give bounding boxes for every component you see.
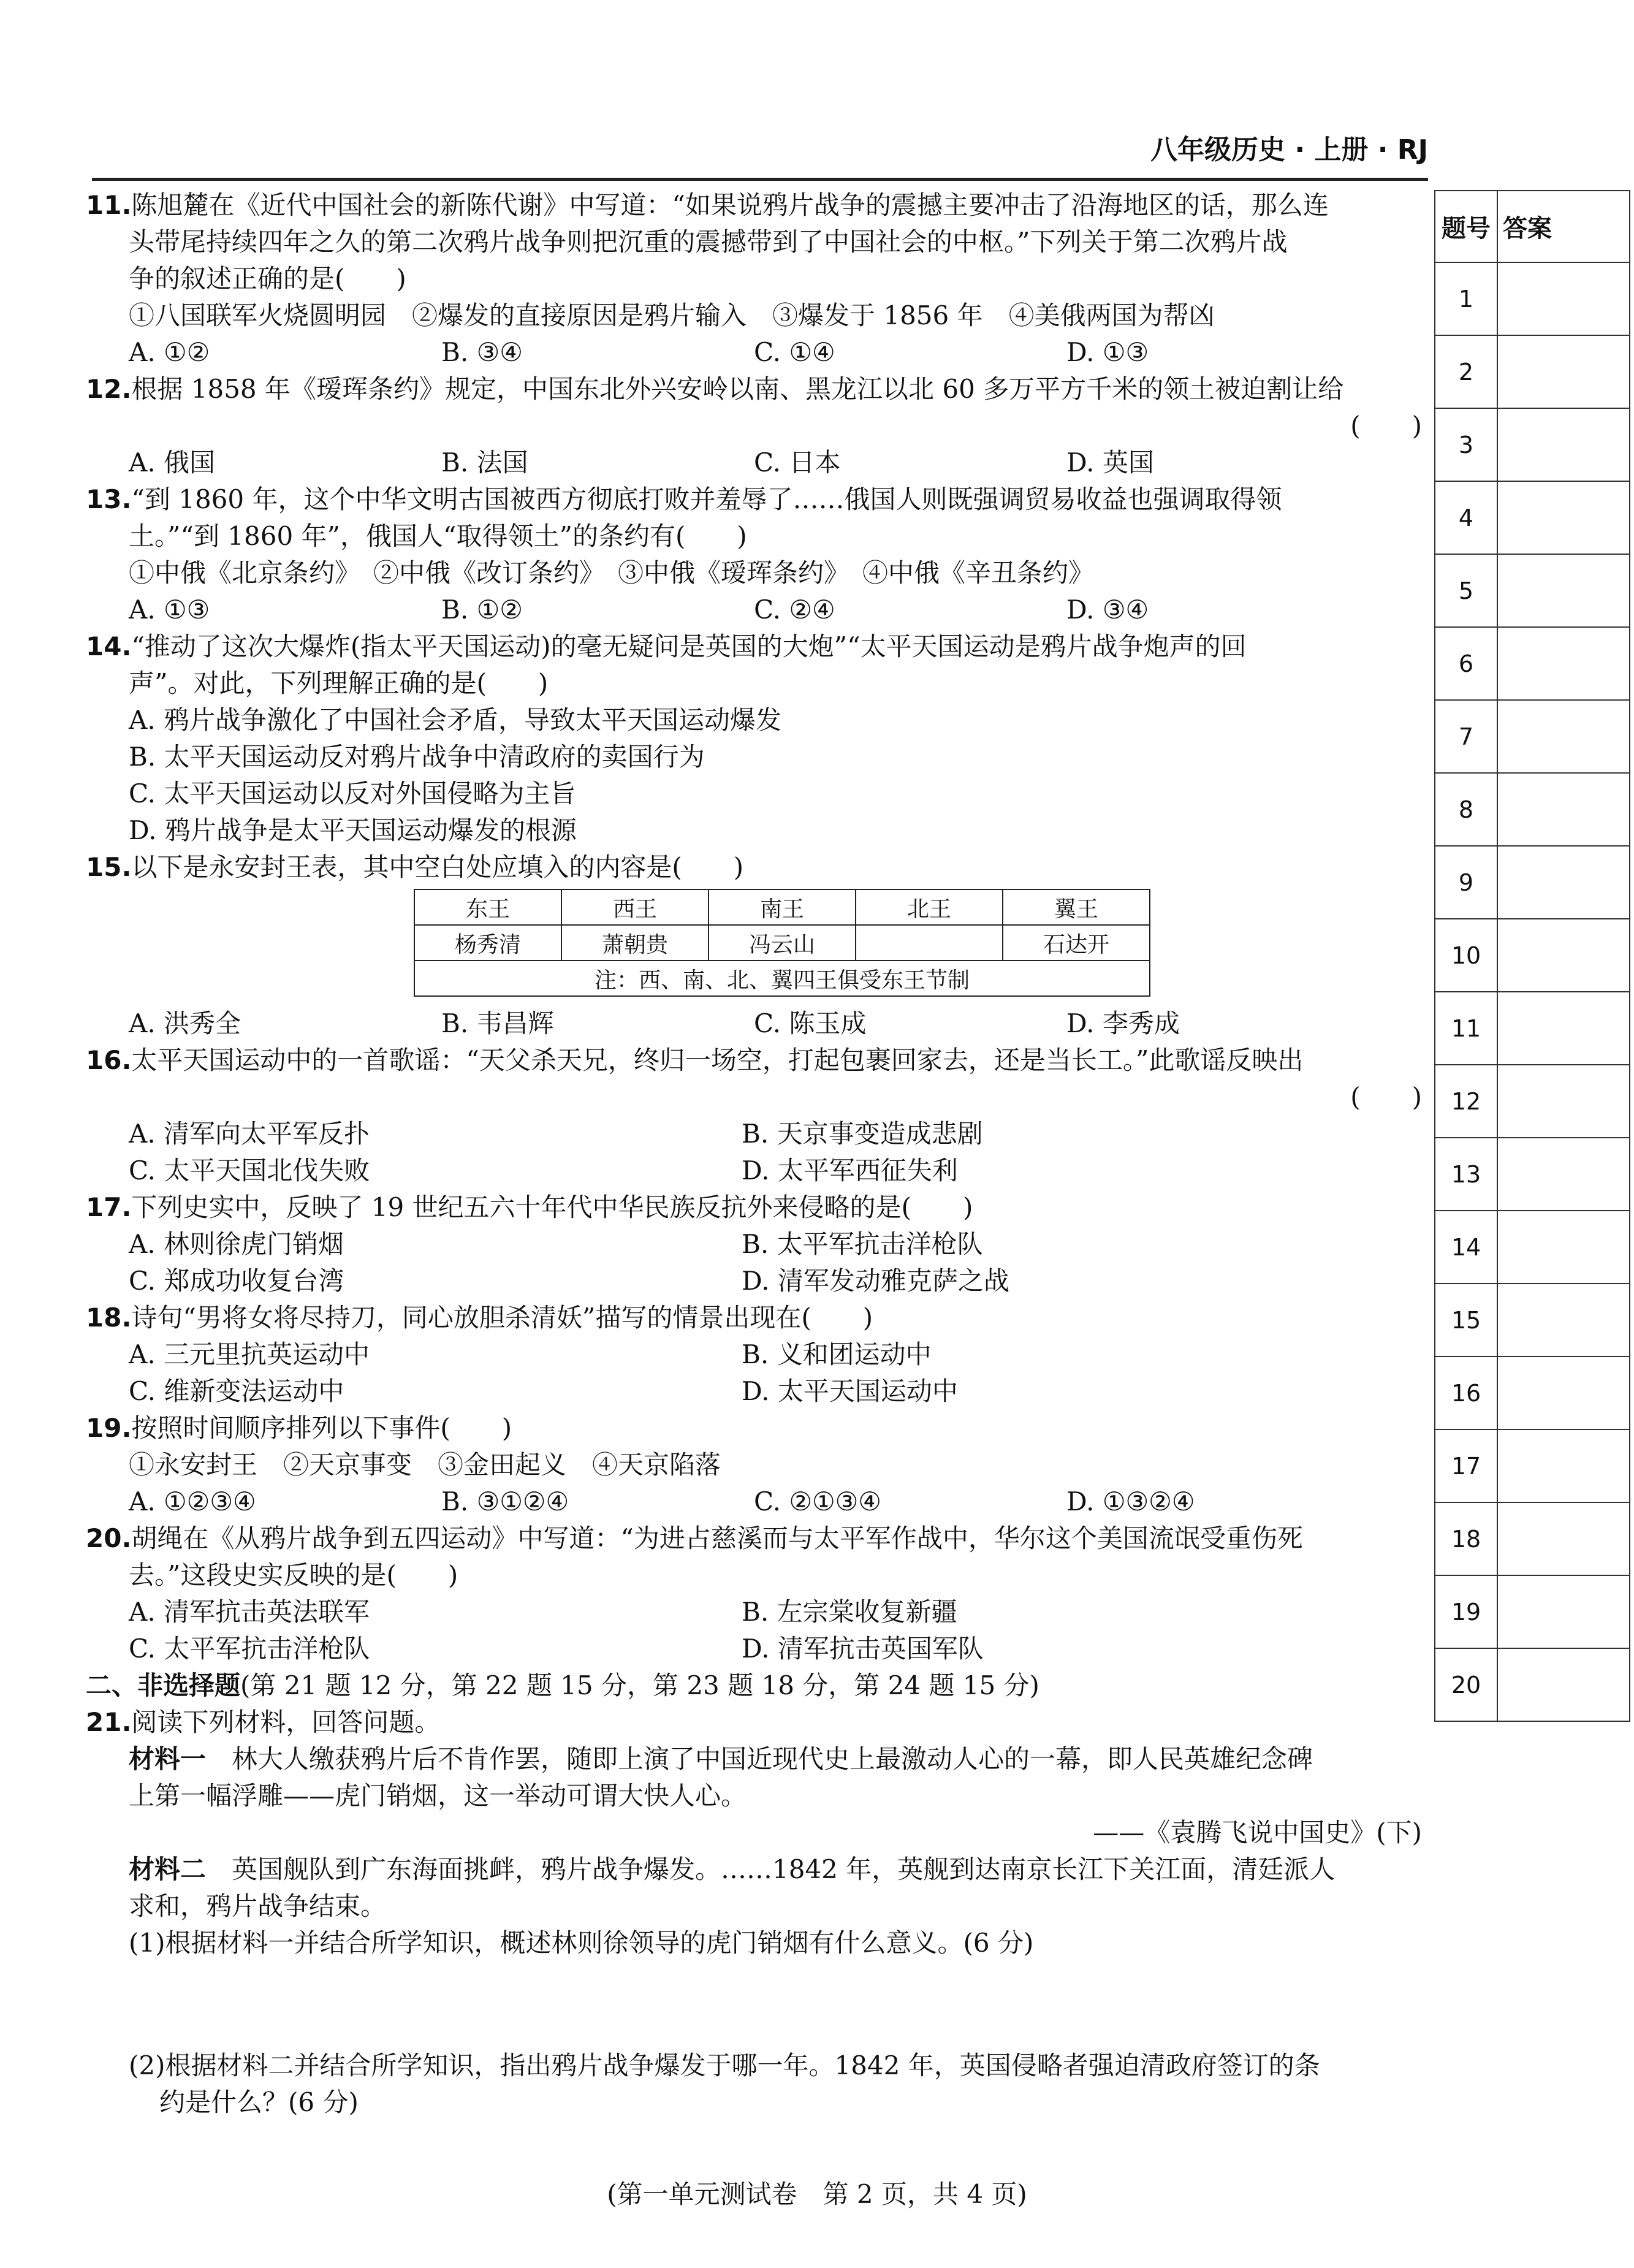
table-row [414, 925, 1150, 961]
answer-row [1435, 262, 1630, 335]
q16-options-row-2 [86, 1152, 1422, 1189]
answer-cell[interactable] [1497, 627, 1630, 700]
answer-row [1435, 335, 1630, 408]
table-cell: 冯云山 [709, 925, 856, 961]
answer-table-header [1435, 191, 1630, 262]
table-cell: 翼王 [1003, 889, 1150, 925]
q18-number: 18. [86, 1303, 132, 1333]
answer-row [1435, 1211, 1630, 1284]
table-cell: 杨秀清 [414, 925, 561, 961]
q21-sub-2-line-1: (2)根据材料二并结合所学知识，指出鸦片战争爆发于哪一年。1842 年，英国侵略者强迫清政府签订的条 [129, 2050, 1320, 2080]
section-2-title: 二、非选择题 [86, 1670, 241, 1700]
q16-text: 太平天国运动中的一首歌谣：“天父杀天兄，终归一场空，打起包裹回家去，还是当长工。”此歌谣反映出 [131, 1045, 1304, 1075]
answer-cell[interactable] [1497, 1648, 1630, 1721]
q19-option-a: A. ①②③④ [129, 1486, 256, 1516]
q18-line-1 [86, 1300, 1422, 1336]
q14-line-1 [86, 628, 1422, 665]
answer-row [1435, 554, 1630, 627]
answer-cell[interactable] [1497, 846, 1630, 919]
q18-text: 诗句“男将女将尽持刀，同心放胆杀清妖”描写的情景出现在( ) [131, 1303, 873, 1333]
answer-row-number: 3 [1435, 408, 1497, 481]
header-rule [92, 178, 1428, 181]
q16-line-1 [86, 1042, 1422, 1079]
answer-row [1435, 408, 1630, 481]
answer-row-number: 4 [1435, 481, 1497, 554]
answer-row-number: 12 [1435, 1065, 1497, 1138]
q21-line-1 [86, 1704, 1422, 1741]
q11-line-2: 头带尾持续四年之久的第二次鸦片战争则把沉重的震撼带到了中国社会的中枢。”下列关于第二次鸦片战 [129, 227, 1288, 257]
q13-text-1: “到 1860 年，这个中华文明古国被西方彻底打败并羞辱了……俄国人则既强调贸易收益也强调取得领 [131, 484, 1282, 514]
q19-items: ①永安封王 ②天京事变 ③金田起义 ④天京陷落 [129, 1450, 721, 1480]
table-cell: 石达开 [1003, 925, 1150, 961]
q15-option-d: D. 李秀成 [1066, 1008, 1180, 1038]
q18-option-b: B. 义和团运动中 [742, 1339, 932, 1369]
q14-number: 14. [86, 631, 132, 661]
q15-line-1 [86, 849, 1422, 886]
answer-table [1434, 190, 1630, 1722]
q13-line-1 [86, 481, 1422, 518]
q21-sub-1: (1)根据材料一并结合所学知识，概述林则徐领导的虎门销烟有什么意义。(6 分) [129, 1928, 1034, 1958]
material-1-line-2: 上第一幅浮雕——虎门销烟，这一举动可谓大快人心。 [129, 1781, 747, 1811]
table-note: 注：西、南、北、翼四王俱受东王节制 [414, 961, 1150, 996]
table-cell: 萧朝贵 [561, 925, 709, 961]
q13-number: 13. [86, 484, 132, 514]
answer-cell[interactable] [1497, 408, 1630, 481]
q20-option-d: D. 清军抗击英国军队 [742, 1634, 984, 1664]
answer-row-number: 20 [1435, 1648, 1497, 1721]
q16-paren: ( ) [1350, 1082, 1422, 1112]
q21-sub-2-line-2: 约是什么？(6 分) [159, 2087, 359, 2117]
q19-option-b: B. ③①②④ [441, 1486, 569, 1516]
q17-option-a: A. 林则徐虎门销烟 [129, 1229, 344, 1259]
q20-text-1: 胡绳在《从鸦片战争到五四运动》中写道：“为进占慈溪而与太平军作战中，华尔这个美国流氓受重伤死 [131, 1523, 1303, 1553]
q20-line-1 [86, 1520, 1422, 1557]
answer-cell[interactable] [1497, 262, 1630, 335]
q11-line-1 [86, 187, 1422, 224]
q16-option-d: D. 太平军西征失利 [742, 1155, 958, 1185]
q12-option-d: D. 英国 [1066, 447, 1154, 478]
section-2-heading [86, 1667, 1422, 1704]
answer-row [1435, 1429, 1630, 1502]
page-header: 八年级历史 · 上册 · RJ [1150, 134, 1428, 166]
answer-cell[interactable] [1497, 335, 1630, 408]
answer-cell[interactable] [1497, 1211, 1630, 1284]
q14-option-d: D. 鸦片战争是太平天国运动爆发的根源 [129, 815, 577, 845]
answer-row-number: 11 [1435, 992, 1497, 1065]
q12-option-a: A. 俄国 [129, 447, 216, 478]
q11-options [86, 334, 1422, 371]
answer-row [1435, 846, 1630, 919]
q19-number: 19. [86, 1413, 132, 1443]
feng-wang-table-wrap [86, 886, 1422, 1005]
q16-option-c: C. 太平天国北伐失败 [129, 1155, 370, 1185]
q19-line-1 [86, 1410, 1422, 1447]
answer-row-number: 15 [1435, 1284, 1497, 1357]
answer-space-1[interactable] [86, 1962, 1422, 2047]
q12-line-1 [86, 371, 1422, 408]
material-2-label: 材料二 [129, 1854, 207, 1884]
q13-options [86, 592, 1422, 628]
q19-option-d: D. ①③②④ [1066, 1486, 1195, 1516]
table-cell: 北王 [856, 889, 1003, 925]
answer-cell[interactable] [1497, 1502, 1630, 1575]
q12-option-c: C. 日本 [754, 447, 841, 478]
q17-option-d: D. 清军发动雅克萨之战 [742, 1266, 1009, 1296]
q13-option-d: D. ③④ [1066, 595, 1149, 625]
column-header-answer: 答案 [1497, 191, 1630, 262]
answer-cell[interactable] [1497, 1284, 1630, 1357]
q15-options [86, 1005, 1422, 1042]
answer-cell[interactable] [1497, 700, 1630, 773]
q20-options-row-1 [86, 1594, 1422, 1631]
q20-option-c: C. 太平军抗击洋枪队 [129, 1634, 370, 1664]
q18-option-d: D. 太平天国运动中 [742, 1376, 958, 1406]
q16-number: 16. [86, 1045, 132, 1075]
q12-options [86, 444, 1422, 481]
q13-items: ①中俄《北京条约》 ②中俄《改订条约》 ③中俄《瑷珲条约》 ④中俄《辛丑条约》 [129, 558, 1095, 588]
table-cell: 西王 [561, 889, 709, 925]
q14-option-a: A. 鸦片战争激化了中国社会矛盾，导致太平天国运动爆发 [129, 705, 782, 735]
material-1-source: ——《袁腾飞说中国史》(下) [1093, 1817, 1422, 1848]
q18-options-row-2 [86, 1373, 1422, 1410]
q17-line-1 [86, 1189, 1422, 1226]
q21-text: 阅读下列材料，回答问题。 [131, 1707, 441, 1737]
answer-cell[interactable] [1497, 919, 1630, 992]
answer-row-number: 17 [1435, 1429, 1497, 1502]
table-row [414, 889, 1150, 925]
q19-option-c: C. ②①③④ [754, 1486, 881, 1516]
answer-row [1435, 1502, 1630, 1575]
q19-options [86, 1483, 1422, 1520]
table-row [414, 961, 1150, 996]
answer-row [1435, 627, 1630, 700]
answer-row [1435, 1575, 1630, 1648]
feng-wang-table [414, 889, 1150, 997]
q20-option-a: A. 清军抗击英法联军 [129, 1597, 370, 1627]
answer-row-number: 9 [1435, 846, 1497, 919]
q21-number: 21. [86, 1707, 132, 1737]
q15-number: 15. [86, 852, 132, 882]
answer-row [1435, 1138, 1630, 1211]
q13-option-b: B. ①② [441, 595, 523, 625]
q17-option-b: B. 太平军抗击洋枪队 [742, 1229, 983, 1259]
page-footer: (第一单元测试卷 第 2 页，共 4 页) [607, 2179, 1027, 2209]
material-2-line-1 [86, 1851, 1422, 1888]
answer-row [1435, 1357, 1630, 1429]
q11-option-d: D. ①③ [1066, 337, 1149, 367]
answer-row [1435, 1284, 1630, 1357]
answer-cell[interactable] [1497, 1575, 1630, 1648]
answer-row-number: 7 [1435, 700, 1497, 773]
q11-option-b: B. ③④ [441, 337, 523, 367]
answer-row-number: 18 [1435, 1502, 1497, 1575]
material-1-label: 材料一 [129, 1744, 207, 1774]
table-cell: 东王 [414, 889, 561, 925]
q14-option-b: B. 太平天国运动反对鸦片战争中清政府的卖国行为 [129, 742, 705, 772]
table-cell: 南王 [709, 889, 856, 925]
material-2-line-2: 求和，鸦片战争结束。 [129, 1891, 387, 1921]
q20-number: 20. [86, 1523, 132, 1553]
q12-option-b: B. 法国 [441, 447, 528, 478]
q11-option-a: A. ①② [129, 337, 210, 367]
q14-option-c: C. 太平天国运动以反对外国侵略为主旨 [129, 778, 576, 809]
answer-row-number: 1 [1435, 262, 1497, 335]
answer-row-number: 16 [1435, 1357, 1497, 1429]
q20-option-b: B. 左宗棠收复新疆 [742, 1597, 957, 1627]
answer-cell[interactable] [1497, 992, 1630, 1065]
column-header-number: 题号 [1435, 191, 1497, 262]
q17-option-c: C. 郑成功收复台湾 [129, 1266, 344, 1296]
question-content [86, 187, 1422, 2207]
q15-text: 以下是永安封王表，其中空白处应填入的内容是( ) [131, 852, 744, 882]
answer-row-number: 10 [1435, 919, 1497, 992]
answer-cell[interactable] [1497, 554, 1630, 627]
q13-option-c: C. ②④ [754, 595, 835, 625]
answer-row-number: 8 [1435, 773, 1497, 846]
q16-options-row-1 [86, 1116, 1422, 1152]
q14-line-2: 声”。对此，下列理解正确的是( ) [129, 668, 549, 698]
q18-option-c: C. 维新变法运动中 [129, 1376, 344, 1406]
q11-number: 11. [86, 190, 132, 220]
answer-row [1435, 992, 1630, 1065]
q17-number: 17. [86, 1192, 132, 1222]
q17-text: 下列史实中，反映了 19 世纪五六十年代中华民族反抗外来侵略的是( ) [131, 1192, 973, 1222]
q16-option-a: A. 清军向太平军反扑 [129, 1119, 370, 1149]
answer-row-number: 2 [1435, 335, 1497, 408]
answer-row [1435, 1065, 1630, 1138]
answer-row-number: 5 [1435, 554, 1497, 627]
q11-option-c: C. ①④ [754, 337, 835, 367]
q20-options-row-2 [86, 1631, 1422, 1667]
q18-options-row-1 [86, 1336, 1422, 1373]
q17-options-row-2 [86, 1263, 1422, 1300]
q11-line-3: 争的叙述正确的是( ) [129, 264, 406, 294]
q12-paren: ( ) [1350, 411, 1422, 441]
blank-cell [856, 925, 1003, 961]
q17-options-row-1 [86, 1226, 1422, 1263]
q12-number: 12. [86, 374, 132, 404]
answer-cell[interactable] [1497, 481, 1630, 554]
q15-option-b: B. 韦昌辉 [441, 1008, 554, 1038]
answer-table-body [1435, 262, 1630, 1721]
answer-cell[interactable] [1497, 1065, 1630, 1138]
answer-row-number: 6 [1435, 627, 1497, 700]
material-1-text-1: 林大人缴获鸦片后不肯作罢，随即上演了中国近现代史上最激动人心的一幕，即人民英雄纪念碑 [206, 1744, 1313, 1774]
q13-option-a: A. ①③ [129, 595, 210, 625]
answer-row [1435, 1648, 1630, 1721]
answer-cell[interactable] [1497, 1357, 1630, 1429]
q12-text: 根据 1858 年《瑷珲条约》规定，中国东北外兴安岭以南、黑龙江以北 60 多万平方千米的领土被迫割让给 [131, 374, 1344, 404]
material-1-line-1 [86, 1741, 1422, 1778]
answer-cell[interactable] [1497, 1429, 1630, 1502]
q18-option-a: A. 三元里抗英运动中 [129, 1339, 370, 1369]
q11-text-1: 陈旭麓在《近代中国社会的新陈代谢》中写道：“如果说鸦片战争的震撼主要冲击了沿海地区的话，那么连 [131, 190, 1329, 220]
q13-line-2: 土。”“到 1860 年”，俄国人“取得领土”的条约有( ) [129, 521, 747, 551]
answer-cell[interactable] [1497, 1138, 1630, 1211]
answer-row [1435, 773, 1630, 846]
q16-option-b: B. 天京事变造成悲剧 [742, 1119, 983, 1149]
q11-items: ①八国联军火烧圆明园 ②爆发的直接原因是鸦片输入 ③爆发于 1856 年 ④美俄两国为帮凶 [129, 300, 1215, 330]
answer-row [1435, 919, 1630, 992]
q15-option-c: C. 陈玉成 [754, 1008, 867, 1038]
answer-row-number: 14 [1435, 1211, 1497, 1284]
q19-text: 按照时间顺序排列以下事件( ) [131, 1413, 512, 1443]
q14-text-1: “推动了这次大爆炸(指太平天国运动)的毫无疑问是英国的大炮”“太平天国运动是鸦片战争炮声的回 [131, 631, 1247, 661]
answer-cell[interactable] [1497, 773, 1630, 846]
answer-row [1435, 481, 1630, 554]
section-2-detail: (第 21 题 12 分，第 22 题 15 分，第 23 题 18 分，第 24 题 15 分) [240, 1670, 1039, 1700]
q15-option-a: A. 洪秀全 [129, 1008, 241, 1038]
answer-row-number: 13 [1435, 1138, 1497, 1211]
answer-row [1435, 700, 1630, 773]
q20-line-2: 去。”这段史实反映的是( ) [129, 1560, 458, 1590]
answer-row-number: 19 [1435, 1575, 1497, 1648]
material-2-text-1: 英国舰队到广东海面挑衅，鸦片战争爆发。……1842 年，英舰到达南京长江下关江面，清廷派人 [206, 1854, 1336, 1884]
